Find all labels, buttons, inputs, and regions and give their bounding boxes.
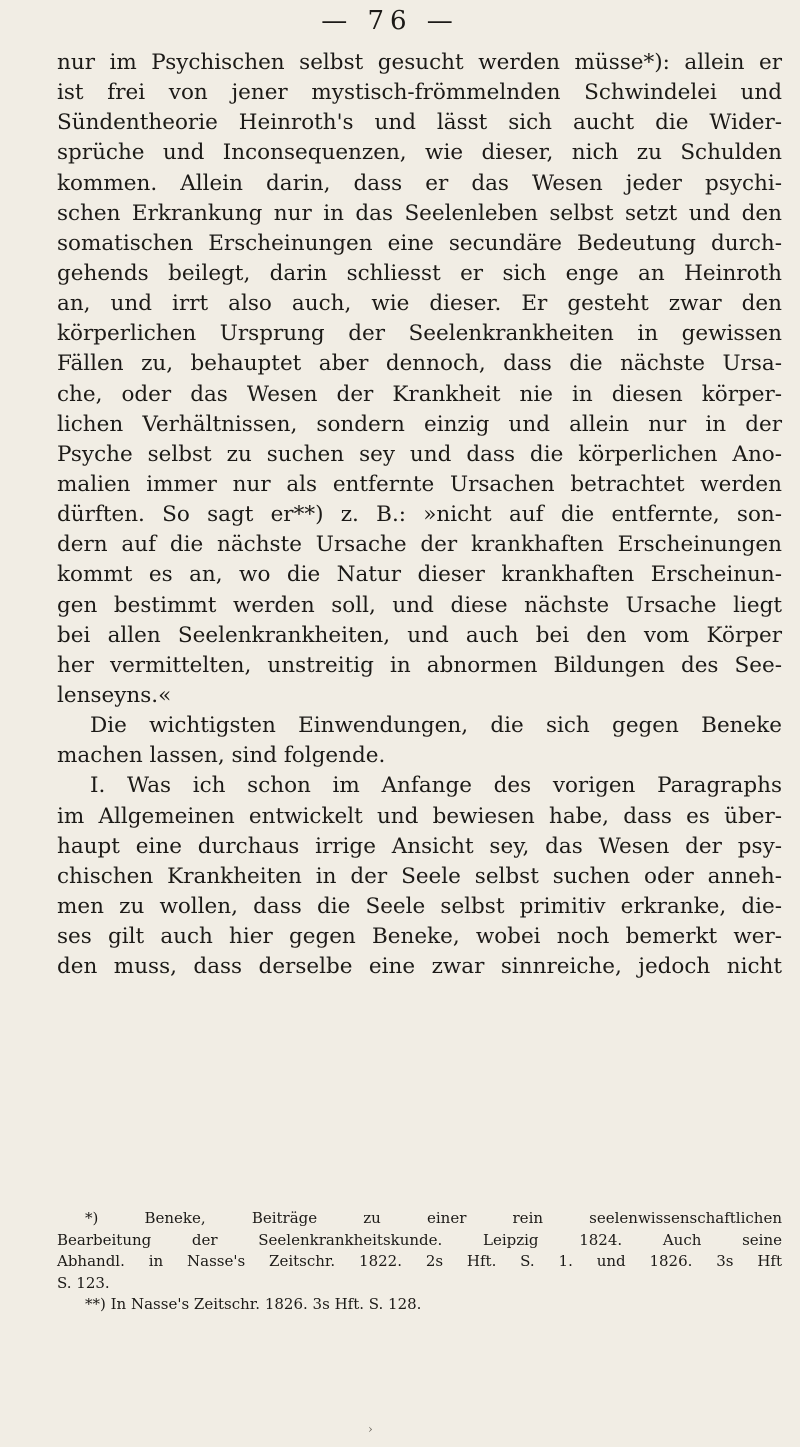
footnote-line: S. 123. [57, 1273, 110, 1292]
page-number: — 76 — [321, 6, 459, 36]
text-line: sprüche und Inconsequenzen, wie dieser, nich zu Schulden [57, 140, 782, 166]
text-line: an, und irrt also auch, wie dieser. Er gesteht zwar den [57, 291, 782, 317]
main-text [57, 48, 782, 982]
text-line: nur im Psychischen selbst gesucht werden müsse*): allein er [57, 50, 782, 75]
text-line: men zu wollen, dass die Seele selbst primitiv erkranke, die- [57, 893, 782, 919]
text-line: lichen Verhältnissen, sondern einzig und allein nur in der [57, 411, 782, 437]
text-line: ses gilt auch hier gegen Beneke, wobei noch bemerkt wer- [57, 924, 782, 950]
text-line: Die wichtigsten Einwendungen, die sich gegen Beneke [90, 713, 782, 739]
text-line: ist frei von jener mystisch-frömmelnden Schwindelei und [57, 80, 782, 106]
text-line: im Allgemeinen entwickelt und bewiesen habe, dass es über- [57, 803, 782, 829]
footnote-line: Abhandl. in Nasse's Zeitschr. 1822. 2s Hft. S. 1. und 1826. 3s Hft [57, 1252, 782, 1270]
text-line: malien immer nur als entfernte Ursachen betrachtet werden [57, 471, 782, 497]
text-line: Psyche selbst zu suchen sey und dass die körperlichen Ano- [57, 441, 782, 467]
margin-mark: › [368, 1422, 373, 1436]
text-line: dern auf die nächste Ursache der krankhaften Erscheinungen [57, 532, 782, 558]
text-line: bei allen Seelenkrankheiten, und auch bei den vom Körper [57, 622, 782, 648]
text-line: haupt eine durchaus irrige Ansicht sey, das Wesen der psy- [57, 833, 782, 859]
footnote-line: Bearbeitung der Seelenkrankheitskunde. Leipzig 1824. Auch seine [57, 1230, 782, 1249]
text-line: somatischen Erscheinungen eine secundäre Bedeutung durch- [57, 230, 782, 256]
text-line: Fällen zu, behauptet aber dennoch, dass die nächste Ursa- [57, 351, 782, 377]
text-line: Sündentheorie Heinroth's und lässt sich aucht die Wider- [57, 110, 782, 136]
footnotes [57, 1208, 782, 1316]
text-line: kommt es an, wo die Natur dieser krankhaften Erscheinun- [57, 562, 782, 588]
text-line: körperlichen Ursprung der Seelenkrankheiten in gewissen [57, 321, 782, 347]
text-line: schen Erkrankung nur in das Seelenleben selbst setzt und den [57, 200, 782, 226]
text-line: her vermittelten, unstreitig in abnormen Bildungen des See- [57, 652, 782, 678]
text-line: I. Was ich schon im Anfange des vorigen Paragraphs [90, 773, 782, 799]
text-line: kommen. Allein darin, dass er das Wesen jeder psychi- [57, 170, 782, 196]
text-line: gehends beilegt, darin schliesst er sich enge an Heinroth [57, 260, 782, 286]
text-line: machen lassen, sind folgende. [57, 743, 386, 769]
text-line: lenseyns.« [57, 682, 172, 708]
footnote-line: *) Beneke, Beiträge zu einer rein seelenwissenschaftlichen [85, 1209, 782, 1227]
text-line: che, oder das Wesen der Krankheit nie in diesen körper- [57, 381, 782, 407]
text-line: dürften. So sagt er**) z. B.: »nicht auf die entfernte, son- [57, 502, 782, 528]
text-line: gen bestimmt werden soll, und diese nächste Ursache liegt [57, 592, 782, 618]
text-line: chischen Krankheiten in der Seele selbst suchen oder anneh- [57, 863, 782, 889]
text-line: den muss, dass derselbe eine zwar sinnreiche, jedoch nicht [57, 954, 782, 980]
footnote-line: **) In Nasse's Zeitschr. 1826. 3s Hft. S. 128. [85, 1295, 422, 1313]
